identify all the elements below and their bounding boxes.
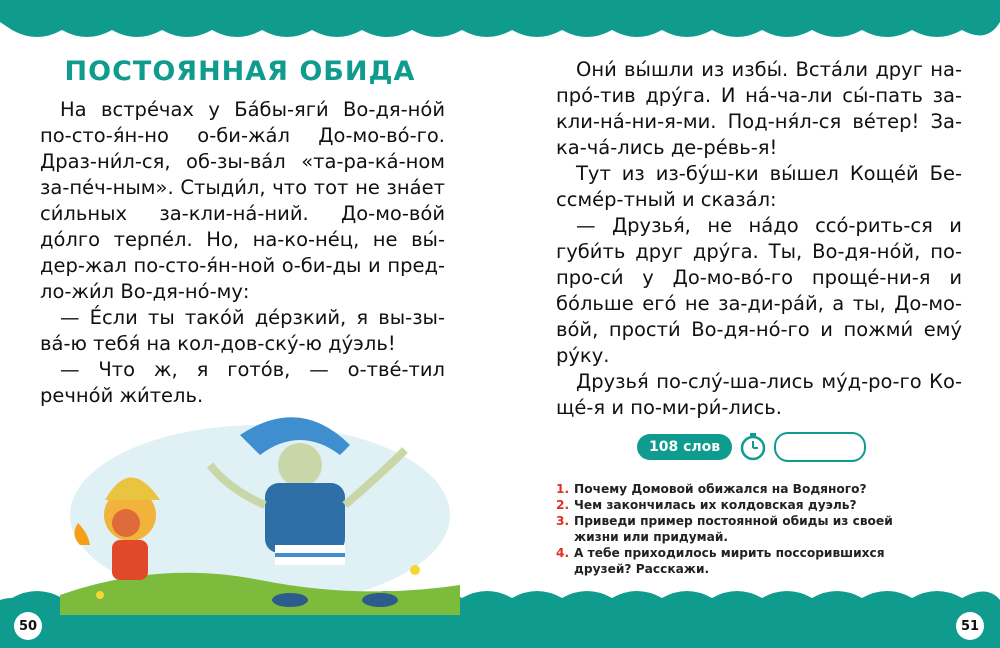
book-illustration bbox=[60, 395, 460, 615]
page-number-left: 50 bbox=[14, 612, 42, 640]
page-number-right: 51 bbox=[956, 612, 984, 640]
story-paragraph: Друзья́ по-слу́-ша-лись му́д-ро-го Ко-ще́-я и по-ми-ри́-лись. bbox=[556, 370, 962, 419]
right-story-text bbox=[556, 57, 962, 421]
story-paragraph: — Е́сли ты тако́й де́рзкий, я вы-зы-ва́-ю тебя́ на кол-дов-ску́-ю ду́эль! bbox=[40, 306, 445, 355]
word-count-row bbox=[637, 432, 866, 462]
stopwatch-icon bbox=[738, 432, 768, 462]
word-count-badge: 108 слов bbox=[637, 434, 732, 460]
story-paragraph: — Друзья́, не на́до ссо́-рить-ся и губи́ть друг дру́га. Ты, Во-дя-но́й, по-про-си́ у До-мо-во́-го проще́-ни-я и бо́льше его́ не за-ди-ра́й, а ты, До-мо-во́й, прости́ Во-дя-но́-го и пожми́ ему́ ру́ку. bbox=[556, 214, 962, 367]
question-item: 4. А тебе приходилось мирить поссорившихся друзей? Расскажи. bbox=[556, 546, 885, 576]
left-story-text bbox=[40, 97, 445, 409]
questions-list bbox=[556, 481, 936, 577]
story-paragraph: — Что ж, я гото́в, — о-тве́-тил речно́й жи́тель. bbox=[40, 358, 445, 407]
top-wave-border bbox=[0, 0, 1000, 60]
story-paragraph: Они́ вы́шли из избы́. Вста́ли друг на-про́-тив дру́га. И на́-ча-ли сы́-пать за-кли-на́-ни-я-ми. Под-ня́л-ся ве́тер! За-ка-ча́-лись де-ре́вь-я! bbox=[556, 58, 962, 159]
story-paragraph: На встре́чах у Ба́бы-яги́ Во-дя-но́й по-сто-я́н-но о-би-жа́л До-мо-во́-го. Драз-ни́л-ся, об-зы-ва́л «та-ра-ка́-ном за-пе́ч-ным». Стыди́л, что тот не зна́ет си́льных за-кли-на́-ний. До-мо-во́й до́лго терпе́л. Но, на-ко-не́ц, не вы́-дер-жал по-сто-я́н-ной о-би-ды и пред-ло-жи́л Во-дя-но́-му: bbox=[40, 98, 445, 303]
question-item: 1. Почему Домовой обижался на Водяного? bbox=[556, 482, 867, 496]
story-title: ПОСТОЯННАЯ ОБИДА bbox=[64, 56, 416, 87]
question-item: 2. Чем закончилась их колдовская дуэль? bbox=[556, 498, 857, 512]
story-paragraph: Тут из из-бу́ш-ки вы́шел Коще́й Бе-ссме́р-тный и сказа́л: bbox=[556, 162, 962, 211]
question-item: 3. Приведи пример постоянной обиды из своей жизни или придумай. bbox=[556, 514, 893, 544]
reading-time-field[interactable] bbox=[774, 432, 866, 462]
